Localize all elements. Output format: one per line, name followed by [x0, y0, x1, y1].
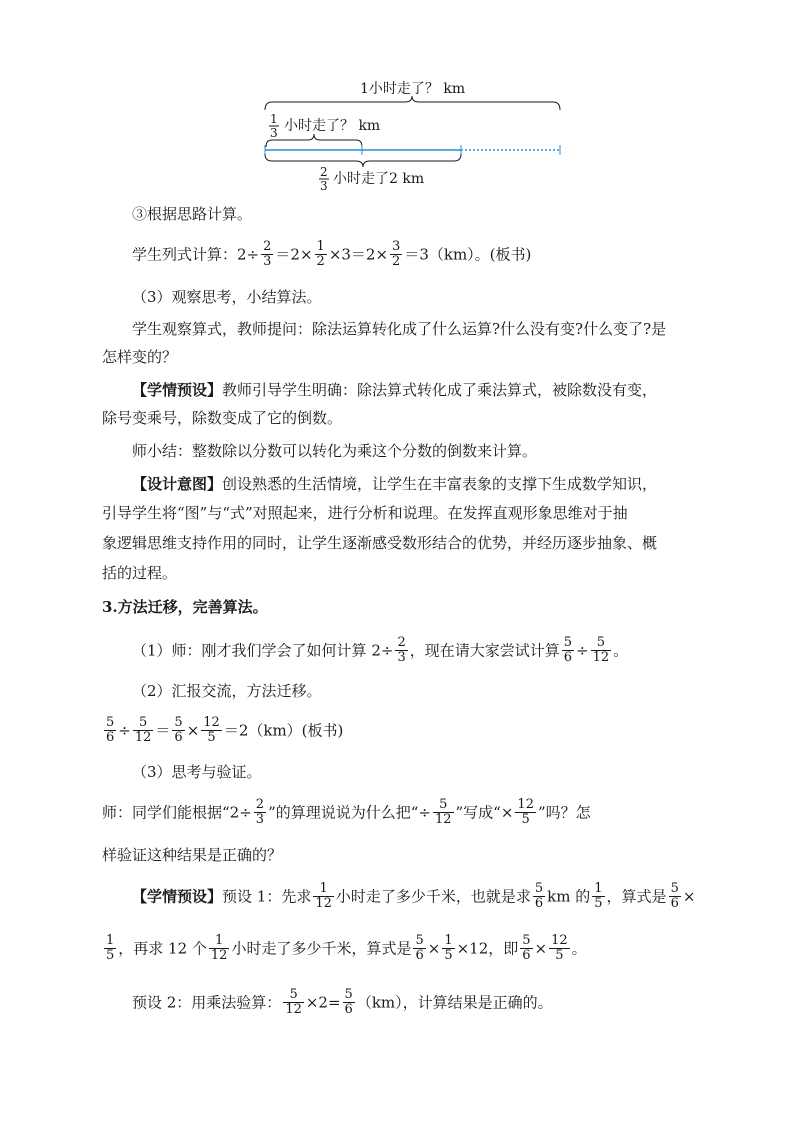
fraction: $\frac{5}{6}$ [563, 635, 573, 666]
fraction: $\frac{5}{12}$ [285, 987, 302, 1018]
step-3-text: ③根据思路计算。 [132, 205, 253, 223]
fraction: $\frac{5}{6}$ [106, 715, 115, 746]
top-brace [265, 96, 560, 110]
fraction: $\frac{5}{6}$ [174, 715, 183, 746]
preset-1-line-1: 【学情预设】教师引导学生明确：除法算式转化成了乘法算式，被除数没有变， [132, 381, 658, 399]
design-intent-4: 括的过程。 [102, 564, 178, 582]
fraction: $\frac{3}{2}$ [392, 239, 401, 270]
third-frac-num: 1 [270, 112, 278, 126]
fraction: $\frac{5}{6}$ [344, 987, 353, 1018]
bottom-frac-num: 2 [320, 165, 328, 179]
verify-heading: （3）思考与验证。 [132, 763, 262, 781]
fraction: $\frac{1}{2}$ [316, 239, 325, 270]
report-heading: （2）汇报交流，方法迁移。 [132, 682, 322, 700]
observe-heading: （3）观察思考，小结算法。 [132, 288, 322, 306]
bottom-brace [265, 154, 461, 167]
bottom-frac-den: 3 [320, 179, 328, 193]
fraction: $\frac{12}{5}$ [551, 933, 568, 964]
design-intent-3: 象逻辑思维支持作用的同时，让学生逐渐感受数形结合的优势，并经历逐步抽象、概 [102, 534, 658, 552]
fraction: $\frac{5}{6}$ [522, 933, 531, 964]
fraction: $\frac{1}{5}$ [106, 933, 115, 964]
student-calc-line: 学生列式计算：2÷ $\frac{2}{3}$ ＝2× $\frac{1}{2}$ ×3＝2× $\frac{3}{2}$ ＝3（km）。(板书) [132, 239, 532, 270]
third-brace [266, 134, 362, 147]
fraction: $\frac{1}{12}$ [210, 933, 228, 964]
observe-text-1: 学生观察算式，教师提问：除法运算转化成了什么运算?什么没有变?什么变了?是 [132, 320, 667, 338]
bottom-label: 小时走了2 km [333, 171, 425, 187]
fraction: $\frac{5}{12}$ [134, 715, 152, 746]
fraction: $\frac{5}{6}$ [670, 881, 679, 912]
design-intent-2: 引导学生将“图”与“式”对照起来，进行分析和说理。在发挥直观形象思维对于抽 [102, 504, 628, 522]
fraction: $\frac{2}{3}$ [255, 797, 265, 828]
teacher-summary: 师小结：整数除以分数可以转化为乘这个分数的倒数来计算。 [132, 442, 538, 460]
third-label: 小时走了？ km [284, 118, 381, 134]
third-frac-den: 3 [270, 126, 278, 140]
fraction: $\frac{5}{6}$ [415, 933, 424, 964]
fraction: $\frac{2}{3}$ [397, 635, 406, 666]
preset-2-line-2: $\frac{1}{5}$ ，再求 12 个 $\frac{1}{12}$ 小时走了多少千米，算式是 $\frac{5}{6}$ × $\frac{1}{5}$ ×12，即 $\frac{5}{6}$ × $\frac{12}{5}$ 。 [106, 933, 587, 964]
fraction: $\frac{5}{12}$ [434, 797, 452, 828]
observe-text-2: 怎样变的？ [102, 348, 178, 366]
fraction: $\frac{1}{12}$ [315, 881, 332, 912]
fraction: $\frac{5}{12}$ [592, 635, 610, 666]
distance-diagram [0, 0, 794, 200]
preset-1-line-2: 除号变乘号，除数变成了它的倒数。 [102, 409, 343, 427]
method-transfer-1: （1）师：刚才我们学会了如何计算 2÷ $\frac{2}{3}$ ，现在请大家尝试计算 $\frac{5}{6}$ ÷ $\frac{5}{12}$ 。 [132, 635, 629, 666]
fraction: $\frac{1}{5}$ [444, 933, 453, 964]
section-3-heading: 3.方法迁移，完善算法。 [102, 598, 268, 616]
fraction: $\frac{5}{6}$ [534, 881, 544, 912]
fraction: $\frac{1}{5}$ [594, 881, 603, 912]
calc-line-2: $\frac{5}{6}$ ÷ $\frac{5}{12}$ ＝ $\frac{5}{6}$ × $\frac{12}{5}$ ＝2（km）(板书) [106, 715, 344, 746]
fraction: $\frac{12}{5}$ [203, 715, 220, 746]
teacher-question-2: 样验证这种结果是正确的？ [102, 846, 283, 864]
teacher-question-1: 师：同学们能根据“2÷ $\frac{2}{3}$ ”的算理说说为什么把“÷ $\frac{5}{12}$ ”写成“× $\frac{12}{5}$ ”吗？怎 [102, 797, 591, 828]
fraction: $\frac{2}{3}$ [263, 239, 272, 270]
fraction: $\frac{12}{5}$ [517, 797, 534, 828]
preset-2-line-1: 【学情预设】预设 1：先求 $\frac{1}{12}$ 小时走了多少千米，也就是求 $\frac{5}{6}$ km 的 $\frac{1}{5}$ ，算式是 $\frac{5}{6}$ × [132, 881, 696, 912]
design-intent-1: 【设计意图】创设熟悉的生活情境，让学生在丰富表象的支撑下生成数学知识， [132, 475, 658, 493]
diagram-top-label: 1小时走了？ km [360, 81, 466, 97]
preset-3-line: 预设 2：用乘法验算： $\frac{5}{12}$ ×2= $\frac{5}{6}$ （km），计算结果是正确的。 [132, 987, 553, 1018]
